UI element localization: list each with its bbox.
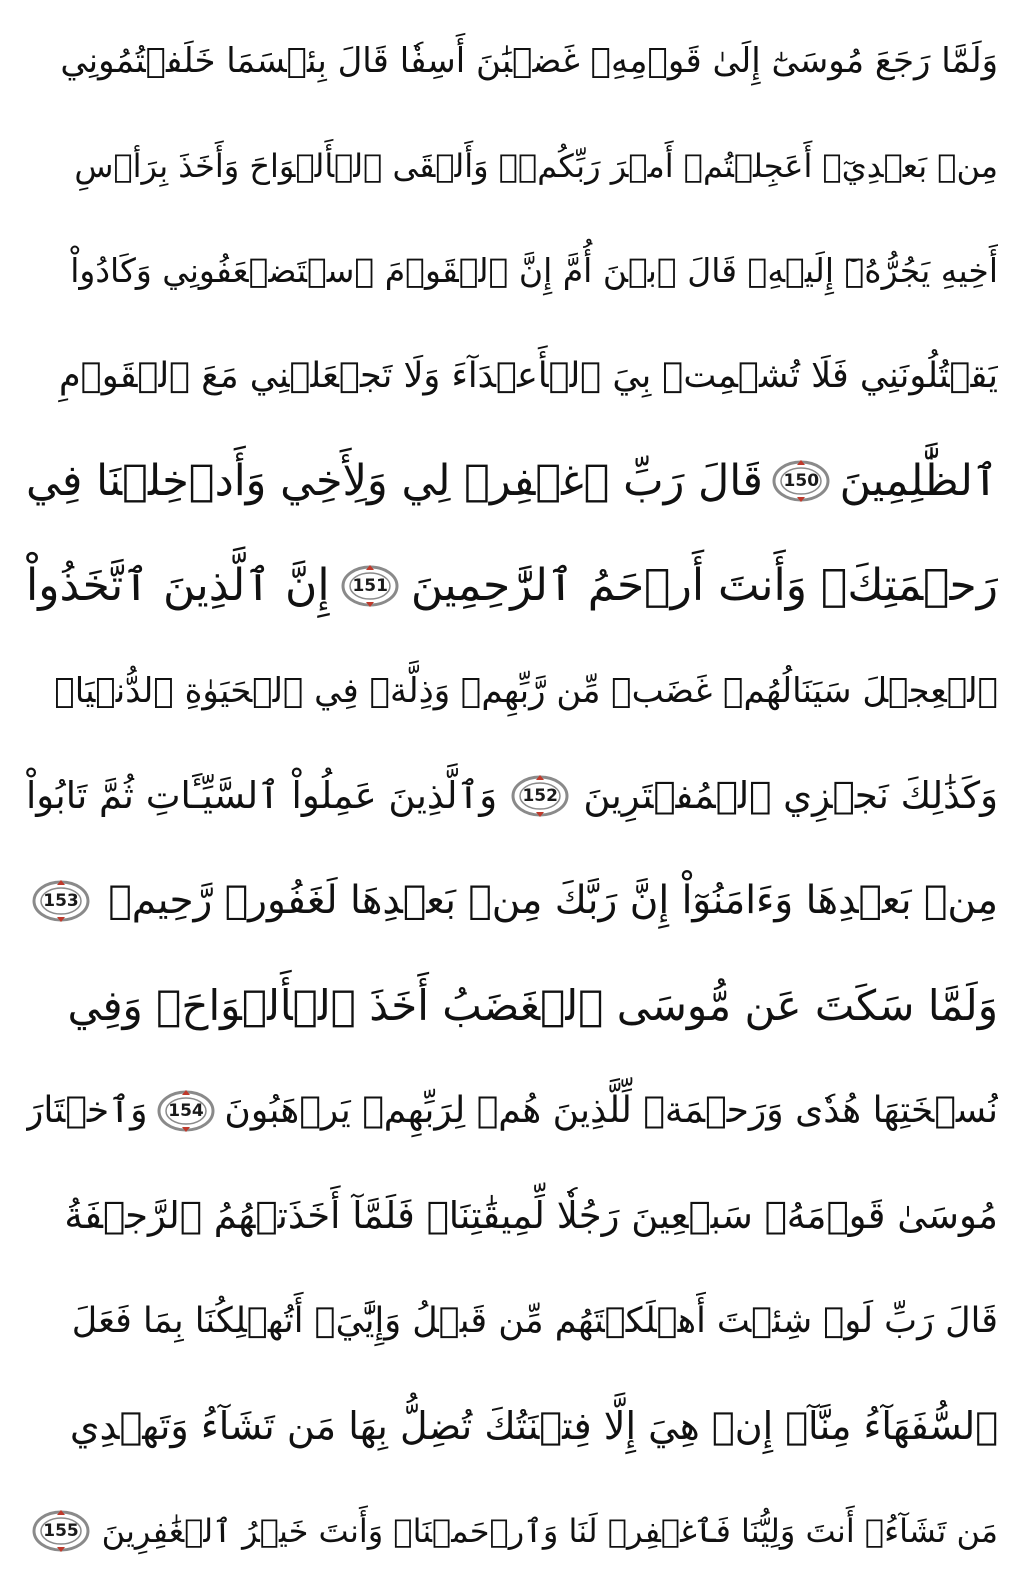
verse-text: ٱلظَّٰلِمِينَ (839, 456, 998, 506)
verse-line (26, 1383, 998, 1469)
verse-text: ٱلۡعِجۡلَ سَيَنَالُهُمۡ غَضَبٞ مِّن رَّبِّهِمۡ وَذِلَّةٞ فِي ٱلۡحَيَوٰةِ ٱلدُّنۡيَاۚ (54, 671, 998, 711)
verse-text: نُسۡخَتِهَا هُدٗى وَرَحۡمَةٞ لِّلَّذِينَ هُمۡ لِرَبِّهِمۡ يَرۡهَبُونَ (224, 1090, 998, 1131)
verse-text: وَٱلَّذِينَ عَمِلُواْ ٱلسَّيِّـَٔاتِ ثُمَّ تَابُواْ (26, 774, 498, 817)
verse-line (26, 333, 998, 419)
verse-text: رَحۡمَتِكَۖ وَأَنتَ أَرۡحَمُ ٱلرَّٰحِمِينَ (410, 560, 998, 611)
ayah-number-marker (32, 1508, 90, 1554)
verse-text: أَخِيهِ يَجُرُّهُۥٓ إِلَيۡهِۚ قَالَ ٱبۡنَ أُمَّ إِنَّ ٱلۡقَوۡمَ ٱسۡتَضۡعَفُونِي وَكَادُواْ (70, 251, 998, 290)
ayah-number-marker (157, 1088, 215, 1134)
verse-line (26, 963, 998, 1049)
ayah-number: 150 (783, 470, 820, 491)
ayah-number-marker (511, 773, 569, 819)
verse-line (26, 438, 998, 524)
verse-text: قَالَ رَبِّ لَوۡ شِئۡتَ أَهۡلَكۡتَهُم مِّن قَبۡلُ وَإِيَّٰيَۖ أَتُهۡلِكُنَا بِمَا فَعَلَ (71, 1301, 998, 1341)
verse-line (26, 123, 998, 209)
verse-line (26, 1488, 998, 1574)
verse-text: مِنۢ بَعۡدِهَا وَءَامَنُوٓاْ إِنَّ رَبَّكَ مِنۢ بَعۡدِهَا لَغَفُورٞ رَّحِيمٞ (108, 878, 998, 923)
verse-text: وَكَذَٰلِكَ نَجۡزِي ٱلۡمُفۡتَرِينَ (583, 774, 998, 817)
verse-line (26, 543, 998, 629)
verse-text: وَلَمَّا سَكَتَ عَن مُّوسَى ٱلۡغَضَبُ أَخَذَ ٱلۡأَلۡوَاحَۖ وَفِي (67, 981, 998, 1030)
ayah-number: 155 (43, 1520, 79, 1541)
verse-text: مَن تَشَآءُۖ أَنتَ وَلِيُّنَا فَٱغۡفِرۡ لَنَا وَٱرۡحَمۡنَاۖ وَأَنتَ خَيۡرُ ٱلۡغَٰفِرِينَ (101, 1512, 998, 1550)
ayah-number-marker (32, 878, 90, 924)
verse-line (26, 228, 998, 314)
ayah-number-marker (772, 458, 830, 504)
verse-text: يَقۡتُلُونَنِي فَلَا تُشۡمِتۡ بِيَ ٱلۡأَعۡدَآءَ وَلَا تَجۡعَلۡنِي مَعَ ٱلۡقَوۡمِ (59, 356, 998, 396)
verse-line (26, 1068, 998, 1154)
verse-line (26, 1278, 998, 1364)
verse-line (26, 753, 998, 839)
verse-text: وَلَمَّا رَجَعَ مُوسَىٰٓ إِلَىٰ قَوۡمِهِۦ غَضۡبَٰنَ أَسِفٗا قَالَ بِئۡسَمَا خَلَفۡتُمُونِي (60, 41, 998, 81)
ayah-number: 152 (522, 785, 558, 806)
verse-text: إِنَّ ٱلَّذِينَ ٱتَّخَذُواْ (26, 560, 330, 611)
verse-text: مِنۢ بَعۡدِيٓۖ أَعَجِلۡتُمۡ أَمۡرَ رَبِّكُمۡۖ وَأَلۡقَى ٱلۡأَلۡوَاحَ وَأَخَذَ بِرَأۡسِ (74, 147, 998, 185)
verse-text: ٱلسُّفَهَآءُ مِنَّآۖ إِنۡ هِيَ إِلَّا فِتۡنَتُكَ تُضِلُّ بِهَا مَن تَشَآءُ وَتَهۡدِي (69, 1404, 998, 1448)
ayah-number: 151 (352, 575, 388, 596)
verse-line (26, 858, 998, 944)
verse-text: مُوسَىٰ قَوۡمَهُۥ سَبۡعِينَ رَجُلٗا لِّمِيقَٰتِنَاۖ فَلَمَّآ أَخَذَتۡهُمُ ٱلرَّجۡفَةُ (64, 1194, 998, 1237)
verse-line (26, 648, 998, 734)
verse-text: وَٱخۡتَارَ (26, 1090, 148, 1131)
ayah-number: 154 (168, 1100, 204, 1121)
verse-line (26, 1173, 998, 1259)
ayah-number: 153 (43, 890, 79, 911)
verse-line (26, 18, 998, 104)
ayah-number-marker (341, 563, 399, 609)
verse-text: قَالَ رَبِّ ٱغۡفِرۡ لِي وَلِأَخِي وَأَدۡخِلۡنَا فِي (26, 456, 763, 506)
